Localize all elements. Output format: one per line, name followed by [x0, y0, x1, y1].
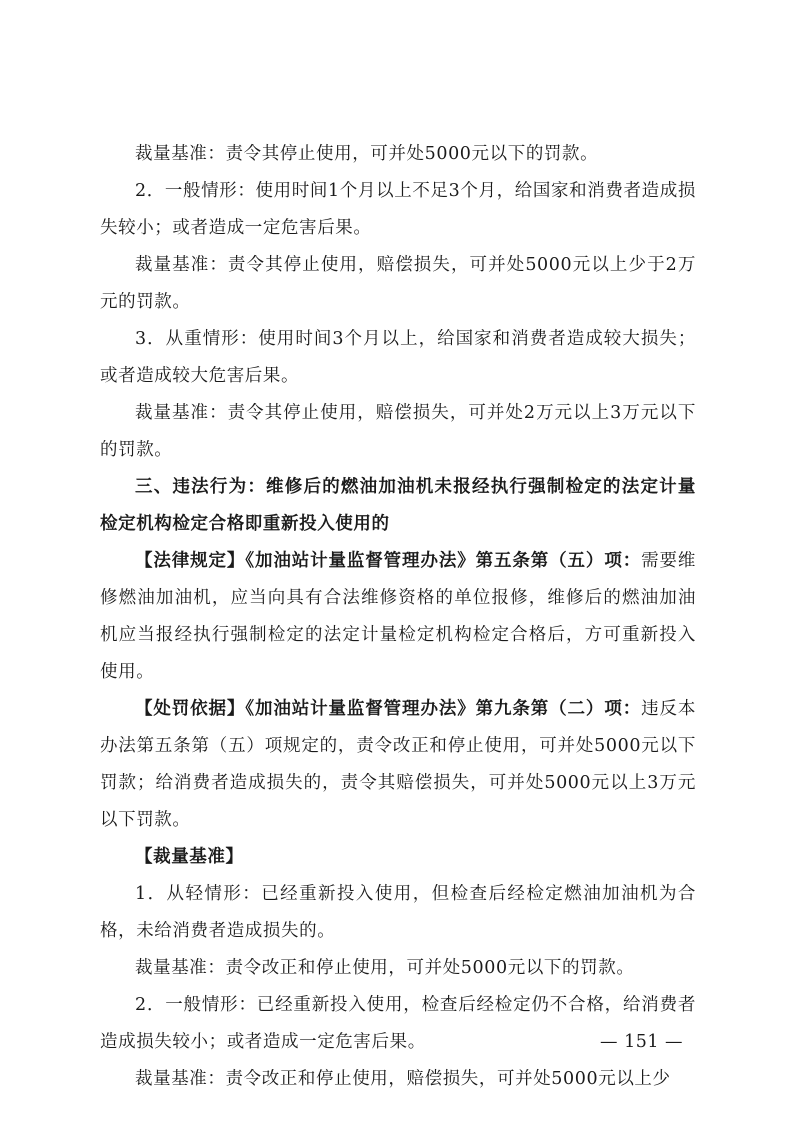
paragraph-discretion-standard [100, 950, 696, 987]
paragraph-text: 裁量基准：责令改正和停止使用，赔偿损失，可并处5000元以上少 [135, 1069, 671, 1089]
paragraph-text: 1．从轻情形：已经重新投入使用，但检查后经检定燃油加油机为合格，未给消费者造成损失的。 [100, 884, 696, 941]
page-body [100, 136, 696, 1098]
paragraph-discretion-standard [100, 247, 696, 321]
paragraph-penalty-basis [100, 691, 696, 839]
paragraph-text: 3．从重情形：使用时间3个月以上，给国家和消费者造成较大损失；或者造成较大危害后果。 [100, 329, 696, 386]
paragraph-general-circumstance [100, 173, 696, 247]
paragraph-text: 违反本办法第五条第（五）项规定的，责令改正和停止使用，可并处5000元以下罚款；给消费者造成损失的，责令其赔偿损失，可并处5000元以上3万元以下罚款。 [100, 699, 696, 830]
heading-text: 三、违法行为：维修后的燃油加油机未报经执行强制检定的法定计量检定机构检定合格即重新投入使用的 [100, 477, 696, 534]
penalty-basis-lead: 【处罚依据】《加油站计量监督管理办法》第九条第（二）项： [135, 699, 642, 719]
paragraph-discretion-standard [100, 136, 696, 173]
paragraph-lenient-circumstance [100, 876, 696, 950]
paragraph-text: 2．一般情形：已经重新投入使用，检查后经检定仍不合格，给消费者造成损失较小；或者造成一定危害后果。 [100, 995, 696, 1052]
paragraph-text: 裁量基准：责令其停止使用，可并处5000元以下的罚款。 [135, 144, 599, 164]
section-heading-violation [100, 469, 696, 543]
paragraph-discretion-standard [100, 1061, 696, 1098]
paragraph-discretion-standard [100, 395, 696, 469]
paragraph-legal-provision [100, 543, 696, 691]
heading-text: 【裁量基准】 [135, 847, 244, 867]
paragraph-text: 裁量基准：责令其停止使用，赔偿损失，可并处2万元以上3万元以下的罚款。 [100, 403, 696, 460]
subheading-discretion-standard [100, 839, 696, 876]
legal-provision-lead: 【法律规定】《加油站计量监督管理办法》第五条第（五）项： [135, 551, 642, 571]
paragraph-aggravated-circumstance [100, 321, 696, 395]
paragraph-text: 需要维修燃油加油机，应当向具有合法维修资格的单位报修，维修后的燃油加油机应当报经执行强制检定的法定计量检定机构检定合格后，方可重新投入使用。 [100, 551, 696, 682]
paragraph-text: 2．一般情形：使用时间1个月以上不足3个月，给国家和消费者造成损失较小；或者造成一定危害后果。 [100, 181, 696, 238]
paragraph-text: 裁量基准：责令其停止使用，赔偿损失，可并处5000元以上少于2万元的罚款。 [100, 255, 696, 312]
page-number: — 151 — [600, 1032, 684, 1052]
paragraph-text: 裁量基准：责令改正和停止使用，可并处5000元以下的罚款。 [135, 958, 635, 978]
